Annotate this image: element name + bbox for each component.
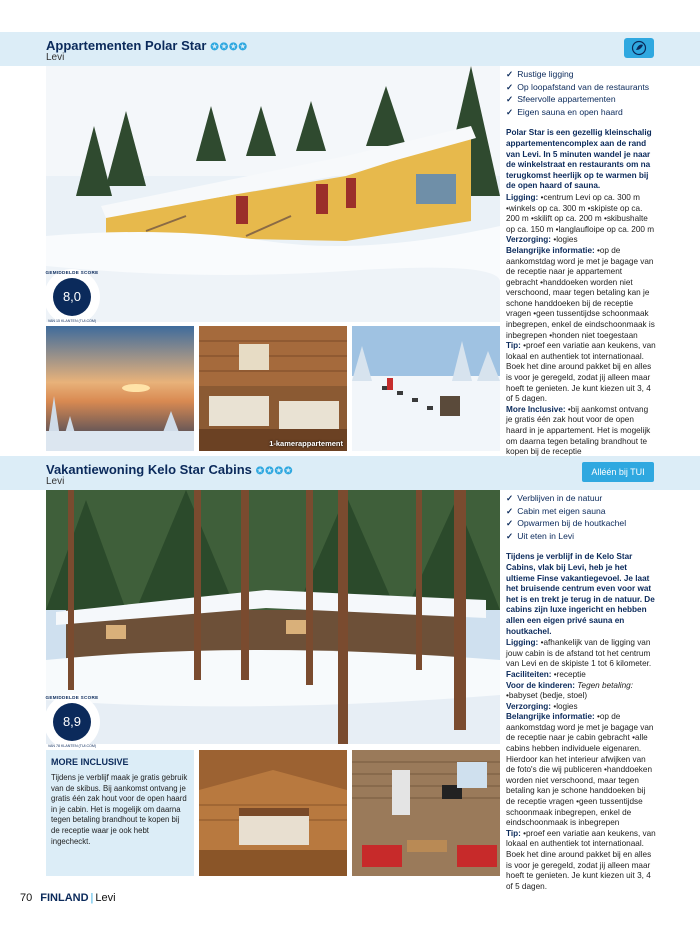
listing2-location: Levi <box>46 476 65 487</box>
listing1-location: Levi <box>46 52 65 63</box>
footer-country: FINLAND <box>40 892 89 904</box>
listing1-sunset-photo <box>46 326 194 451</box>
list-item: ✓ Sfeervolle appartementen <box>506 93 656 106</box>
page-footer <box>20 892 116 904</box>
listing1-interior-photo <box>199 326 347 451</box>
listing2-title: Vakantiewoning Kelo Star Cabins ✪✪✪✪ <box>46 462 294 477</box>
listing2-belangrijk: Belangrijke informatie: •op de aankomstdag word je met je bagage van de receptie naar je cabin gebracht •alle cabins hebben individuele eigenaren. Hierdoor kan het interieur afwijken van de foto's die wij publiceren •handdoeken worden niet verschoond, maar tegen betaling kan je schone handdoeken bij de receptie vragen •geen tussentijdse schoonmaak inbegrepen, enkel de eindschoonmaak is inbegrepen <box>506 712 654 828</box>
footer-separator: | <box>90 892 94 904</box>
listing1-main-photo <box>46 66 500 322</box>
list-item: ✓ Verblijven in de natuur <box>506 492 656 505</box>
list-item: ✓ Rustige ligging <box>506 68 656 81</box>
exclusive-badge: Alléén bij TUI <box>582 462 654 482</box>
listing1-feature-list <box>506 68 656 118</box>
list-item: ✓ Op loopafstand van de restaurants <box>506 81 656 94</box>
listing1-intro: Polar Star is een gezellig kleinschalig appartementencomplex aan de rand van Levi. In 5 minuten wandel je naar de winkelstraat en restaurants om na terugkomst heerlijk op te warmen bij de open haard of sauna. <box>506 128 652 191</box>
listing1-photo-caption: 1-kamerappartement <box>269 439 343 448</box>
listing1-more-inclusive: More Inclusive: •bij aankomst ontvang je gratis één zak hout voor de open haard in je appartement. Het is mogelijk om daarna tegen betaling brandhout te kopen bij de receptie <box>506 404 651 457</box>
list-item: ✓ Opwarmen bij de houtkachel <box>506 517 656 530</box>
listing2-tip: Tip: •proef een variatie aan keukens, van lokaal en authentiek tot internationaal. Boek het dine around pakket bij en alles is voor je geregeld, zodat jij alleen maar hoeft te genieten. Je kunt kiezen uit 3, 4 of 5 dagen. <box>506 828 656 891</box>
listing2-intro: Tijdens je verblijf in de Kelo Star Cabins, vlak bij Levi, heb je het ultieme Finse vakantiegevoel. Je laat het bruisende centrum even voor wat het is en trekt je terug in de natuur. De cabins zijn luxe ingericht en hebben allen een eigen privé sauna en houtkachel. <box>506 552 655 636</box>
listing2-faciliteiten: Faciliteiten: •receptie <box>506 669 586 679</box>
more-inclusive-title: MORE INCLUSIVE <box>51 757 129 767</box>
listing2-description-column <box>506 492 656 892</box>
listing1-belangrijk: Belangrijke informatie: •op de aankomstdag word je met je bagage van de receptie naar je appartement gebracht •handdoeken worden niet verschoond, maar tegen betaling kan je schone handdoeken bij de receptie vragen •geen tussentijdse schoonmaak inbegrepen, enkel de eindschoonmaak is inbegrepen •honden niet toegestaan <box>506 245 655 340</box>
listing2-score-badge: GEMIDDELDE SCORE 8,9 VAN 78 KLANTEN (TUI.COM) <box>45 695 99 748</box>
more-inclusive-box <box>46 750 194 876</box>
listing2-score-value: 8,9 <box>53 703 91 741</box>
page-number: 70 <box>20 892 33 904</box>
listing1-description-column <box>506 68 656 458</box>
listing2-stars: ✪✪✪✪ <box>255 466 294 477</box>
listing1-ligging: Ligging: •centrum Levi op ca. 300 m •winkels op ca. 300 m •skipiste op ca. 200 m •skilift op ca. 200 m •skibushalte op ca. 150 m •langlaufloipe op ca. 200 m <box>506 192 655 234</box>
footer-region: Levi <box>95 892 116 904</box>
listing2-feature-list <box>506 492 656 542</box>
listing1-title: Appartementen Polar Star ✪✪✪✪ <box>46 38 248 53</box>
listing1-verzorging: Verzorging: •logies <box>506 235 578 245</box>
listing2-ligging: Ligging: •afhankelijk van de ligging van jouw cabin is de afstand tot het centrum van Levi en de skipiste 1 tot 6 kilometer. <box>506 638 652 669</box>
listing1-stars: ✪✪✪✪ <box>210 42 248 53</box>
listing2-livingroom-photo <box>352 750 500 876</box>
listing2-bedroom-photo <box>199 750 347 876</box>
listing1-score-value: 8,0 <box>53 278 91 316</box>
listing2-main-photo <box>46 490 500 744</box>
eco-leaf-icon <box>624 38 654 58</box>
listing1-tip: Tip: •proef een variatie aan keukens, van lokaal en authentiek tot internationaal. Boek het dine around pakket bij en alles is voor je geregeld, zodat jij alleen maar hoeft te genieten. Je kunt kiezen uit 3, 4 of 5 dagen. <box>506 341 656 404</box>
listing2-kinderen: Voor de kinderen: Tegen betaling: •babyset (bedje, stoel) <box>506 680 633 701</box>
list-item: ✓ Cabin met eigen sauna <box>506 505 656 518</box>
listing1-score-badge: GEMIDDELDE SCORE 8,0 VAN 15 KLANTEN (TUI.COM) <box>45 270 99 323</box>
listing2-verzorging: Verzorging: •logies <box>506 701 578 711</box>
list-item: ✓ Eigen sauna en open haard <box>506 106 656 119</box>
list-item: ✓ Uit eten in Levi <box>506 530 656 543</box>
more-inclusive-text: Tijdens je verblijf maak je gratis gebruik van de skibus. Bij aankomst ontvang je gratis één zak hout voor de open haard in je cabin. Het is mogelijk om daarna tegen betaling brandhout te kopen bij de receptie waar je ook hebt ingecheckt. <box>51 773 188 846</box>
listing1-husky-photo <box>352 326 500 451</box>
